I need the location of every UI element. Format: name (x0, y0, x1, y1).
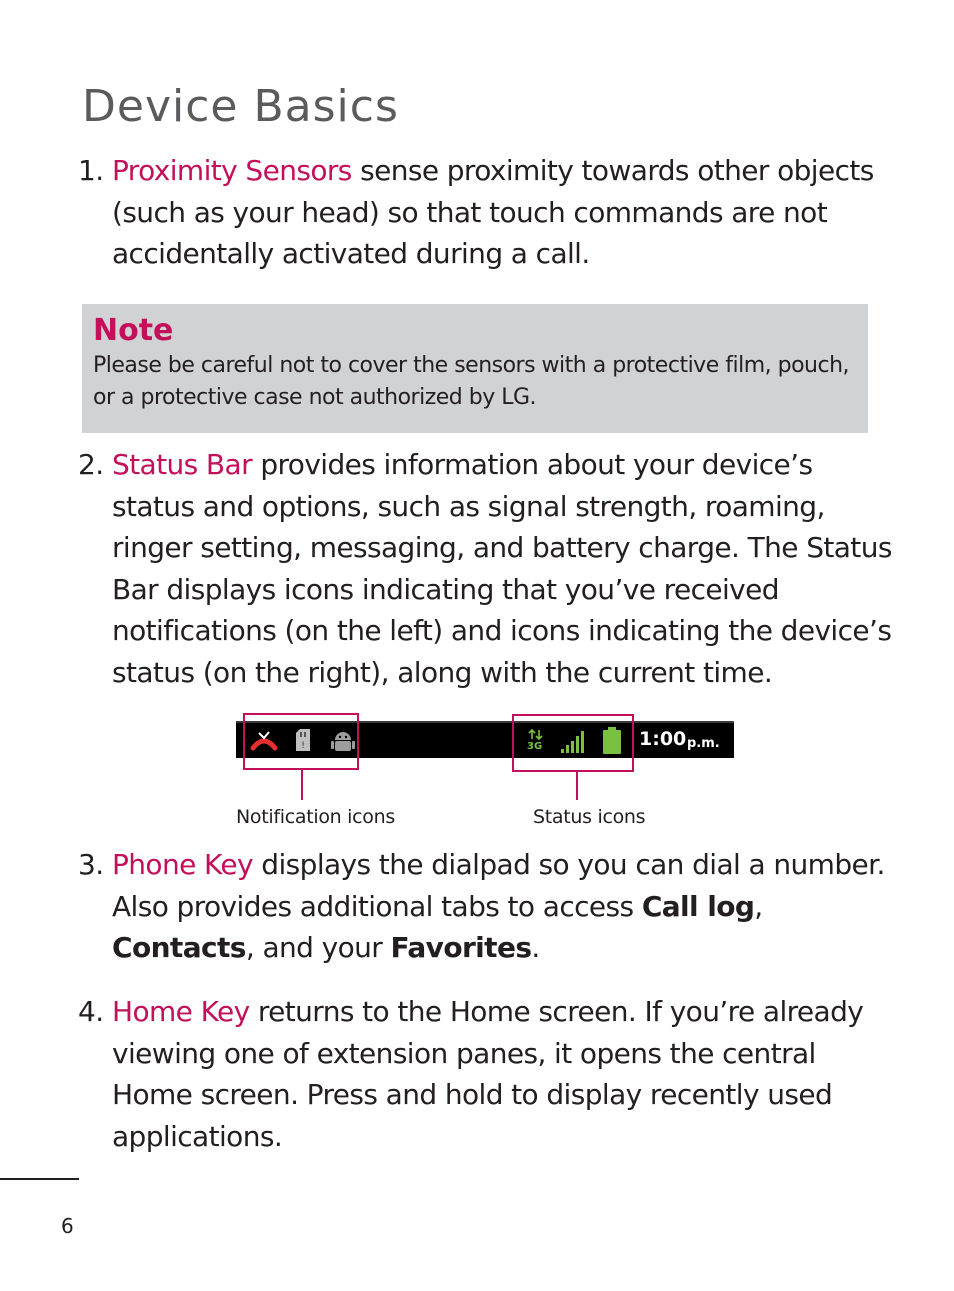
status-icons-caption: Status icons (533, 806, 646, 828)
status-icons-highlight (512, 714, 634, 772)
list-item-proximity-sensors (78, 150, 898, 275)
term-phone-key: Phone Key (112, 848, 253, 881)
svg-text:!: ! (301, 741, 305, 751)
item-number: 3. (78, 848, 104, 881)
item-number: 1. (78, 154, 104, 187)
notification-icons-highlight (243, 713, 359, 770)
item-text: , and your (245, 931, 391, 964)
favorites-label: Favorites (390, 931, 532, 964)
contacts-label: Contacts (112, 931, 246, 964)
item-text: . (531, 931, 540, 964)
page-title: Device Basics (82, 81, 399, 133)
item-text: provides information about your device’s status and options, such as signal strength, roaming, ringer setting, messaging, and battery charge. The Status Bar displays icons indicating that you’ve received notifications (on the left) and icons indicating the device’s status (on the right), along with the current time. (112, 448, 892, 689)
page-number: 6 (61, 1214, 74, 1238)
call-log-label: Call log (641, 889, 755, 923)
clock-ampm: p.m. (687, 736, 720, 751)
term-home-key: Home Key (112, 995, 250, 1028)
list-item-status-bar (78, 444, 898, 693)
notification-leader-line (301, 770, 303, 800)
item-text: displays the dialpad so you can dial a number. Also provides additional tabs to access (112, 848, 885, 923)
item-number: 4. (78, 995, 104, 1028)
list-item-home-key (78, 991, 898, 1157)
item-text: sense proximity towards other objects (such as your head) so that touch commands are not accidentally activated during a call. (112, 154, 874, 270)
item-number: 2. (78, 448, 104, 481)
item-text: returns to the Home screen. If you’re already viewing one of extension panes, it opens the central Home screen. Press and hold to display recently used applications. (112, 995, 864, 1153)
network-type-label: 3G (527, 741, 543, 752)
footer-rule (0, 1178, 79, 1180)
note-text: Please be careful not to cover the sensors with a protective film, pouch, or a protective case not authorized by LG. (93, 353, 850, 410)
note-box (82, 304, 868, 433)
notification-icons-caption: Notification icons (236, 806, 395, 828)
note-title: Note (93, 313, 174, 348)
term-status-bar: Status Bar (112, 448, 253, 481)
clock-time: 1:00 (639, 728, 687, 750)
item-text: , (754, 889, 763, 923)
status-leader-line (576, 772, 578, 800)
list-item-phone-key (78, 844, 898, 969)
term-proximity-sensors: Proximity Sensors (112, 154, 352, 187)
